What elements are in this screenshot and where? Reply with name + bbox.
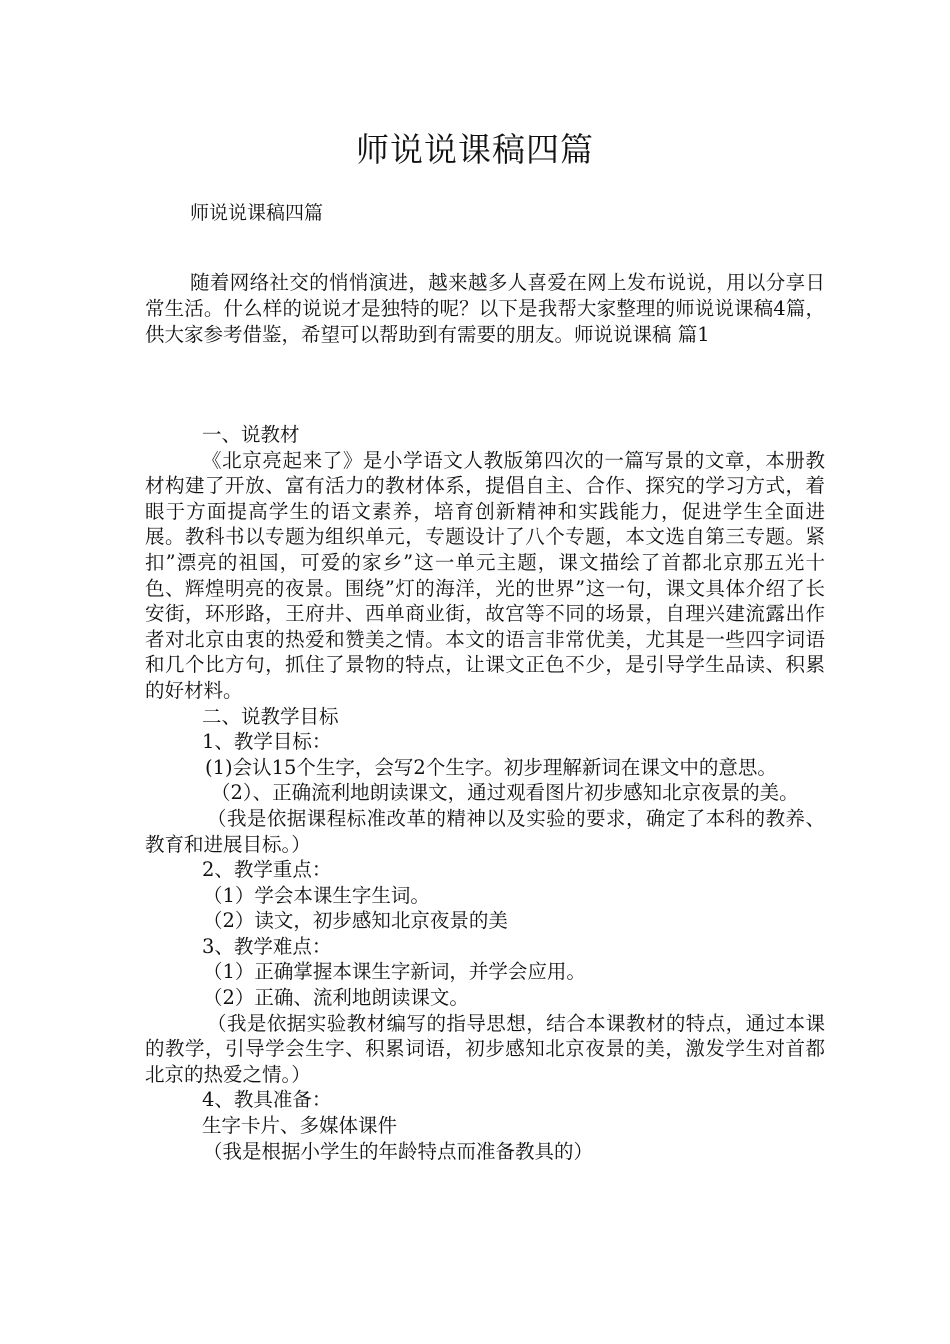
tools-item-1: 生字卡片、多媒体课件: [202, 1114, 398, 1138]
difficulty-note: （我是依据实验教材编写的指导思想，结合本课教材的特点，通过本课的教学，引导学会生字、积累词语，初步感知北京夜景的美，激发学生对首都北京的热爱之情。）: [145, 1011, 825, 1086]
key-points-heading: 2、教学重点：: [202, 858, 332, 882]
section-heading-textbook: 一、说教材: [202, 423, 300, 446]
tools-note: （我是根据小学生的年龄特点而准备教具的）: [203, 1139, 594, 1163]
document-title: 师说说课稿四篇: [356, 130, 594, 169]
document-subtitle: 师说说课稿四篇: [190, 202, 324, 224]
tools-heading: 4、教具准备：: [202, 1088, 332, 1112]
intro-paragraph: 随着网络社交的悄悄演进，越来越多人喜爱在网上发布说说，用以分享日常生活。什么样的说说才是独特的呢？以下是我帮大家整理的师说说课稿4篇，供大家参考借鉴，希望可以帮助到有需要的朋友。师说说课稿 篇1: [145, 271, 825, 346]
difficulty-item-2: （2）正确、流利地朗读课文。: [203, 986, 469, 1010]
goal-item-1: (1)会认15个生字，会写2个生字。初步理解新词在课文中的意思。: [205, 755, 777, 779]
textbook-paragraph: 《北京亮起来了》是小学语文人教版第四次的一篇写景的文章，本册教材构建了开放、富有活力的教材体系，提倡自主、合作、探究的学习方式，着眼于方面提高学生的语文素养，培育创新精神和实践能力，促进学生全面进展。教科书以专题为组织单元，专题设计了八个专题，本文选自第三专题。紧扣”漂亮的祖国，可爱的家乡”这一单元主题，课文描绘了首都北京那五光十色、辉煌明亮的夜景。围绕”灯的海洋，光的世界”这一句，课文具体介绍了长安街，环形路，王府井、西单商业街，故宫等不同的场景，自理兴建流露出作者对北京由衷的热爱和赞美之情。本文的语言非常优美，尤其是一些四字词语和几个比方句，抓住了景物的特点，让课文正色不少，是引导学生品读、积累的好材料。: [145, 448, 825, 702]
section-heading-goals: 二、说教学目标: [202, 704, 339, 728]
difficulty-item-1: （1）正确掌握本课生字新词，并学会应用。: [203, 960, 586, 984]
goal-note: （我是依据课程标准改革的精神以及实验的要求，确定了本科的教养、教育和进展目标。）: [145, 806, 825, 856]
lesson-body: [145, 422, 825, 1164]
goal-item-2: （2）、正确流利地朗读课文，通过观看图片初步感知北京夜景的美。: [211, 781, 799, 805]
key-point-2: （2）读文，初步感知北京夜景的美: [203, 909, 508, 933]
key-point-1: （1）学会本课生字生词。: [203, 883, 430, 907]
goals-heading: 1、教学目标：: [202, 730, 332, 754]
difficulty-heading: 3、教学难点：: [202, 934, 332, 958]
